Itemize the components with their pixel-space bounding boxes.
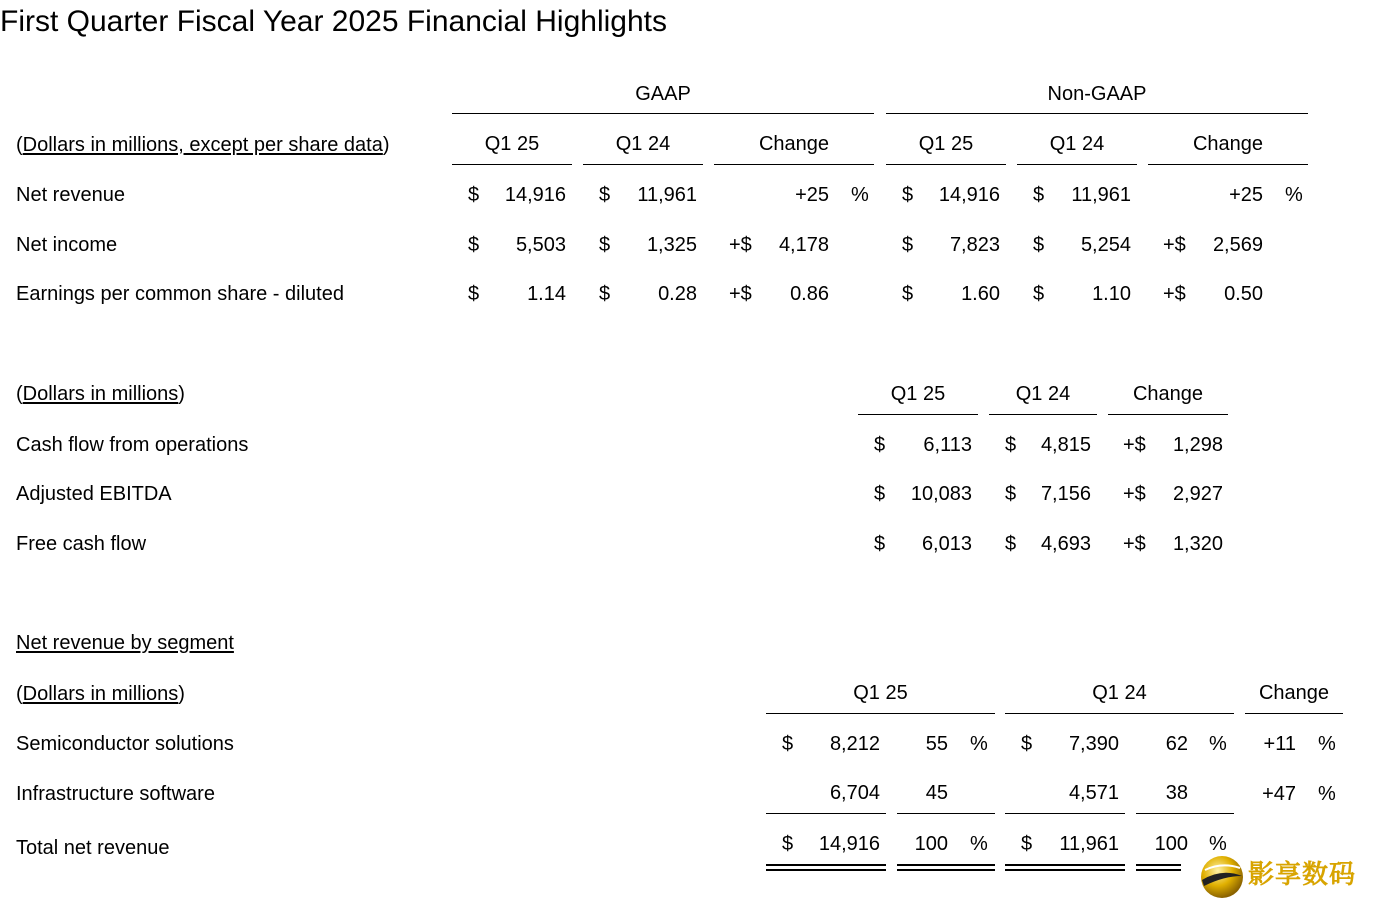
currency-symbol: $	[1021, 833, 1033, 855]
paren-open: (	[16, 134, 23, 156]
percent-symbol: %	[1209, 733, 1227, 755]
cell-value: +47	[1262, 783, 1296, 805]
total-double-rule	[766, 864, 886, 866]
cell-value: 1.60	[961, 283, 1000, 305]
percent-symbol: %	[1318, 733, 1336, 755]
plus-dollar-symbol: +$	[1123, 533, 1146, 555]
currency-symbol: $	[599, 283, 611, 305]
non-gaap-group-header: Non-GAAP	[1047, 83, 1147, 105]
watermark-logo	[1198, 850, 1368, 900]
cell-value: 1.10	[1092, 283, 1131, 305]
subtotal-rule	[1005, 813, 1125, 814]
col-rule	[583, 164, 703, 165]
subtotal-rule	[1136, 813, 1234, 814]
cell-value: 4,178	[778, 234, 829, 256]
cell-value: 0.28	[658, 283, 697, 305]
table1-row-header	[16, 133, 390, 157]
row-label: Infrastructure software	[16, 783, 215, 805]
cell-value: 5,503	[515, 234, 566, 256]
cell-value: 4,571	[1068, 782, 1119, 804]
percent-symbol: %	[1285, 184, 1303, 206]
total-double-rule	[1005, 864, 1125, 866]
total-double-rule	[766, 869, 886, 871]
cell-value: 7,390	[1068, 733, 1119, 755]
cell-value: 11,961	[1059, 833, 1119, 855]
col-q124: Q1 24	[1092, 682, 1147, 704]
cell-value: 14,916	[938, 184, 1000, 206]
cell-value: 100	[1154, 833, 1188, 855]
row-label: Earnings per common share - diluted	[16, 283, 344, 305]
col-rule	[1005, 713, 1234, 714]
non-gaap-col-q124: Q1 24	[1049, 133, 1105, 155]
currency-symbol: $	[468, 283, 480, 305]
gaap-col-change: Change	[758, 133, 830, 155]
subtotal-rule	[766, 813, 886, 814]
cell-value: 6,113	[923, 434, 972, 456]
cell-value: 4,693	[1040, 533, 1091, 555]
currency-symbol: $	[468, 234, 480, 256]
cell-value: 4,815	[1040, 434, 1091, 456]
total-double-rule	[897, 864, 995, 866]
total-double-rule	[1005, 869, 1125, 871]
col-rule	[1017, 164, 1137, 165]
logo-text: 影享数码	[1248, 860, 1357, 890]
currency-symbol: $	[902, 184, 914, 206]
row-label: Net revenue	[16, 184, 125, 206]
percent-symbol: %	[851, 184, 869, 206]
plus-dollar-symbol: +$	[1163, 283, 1186, 305]
cell-value: 7,823	[949, 234, 1000, 256]
total-double-rule	[1136, 869, 1181, 871]
subtotal-rule	[897, 813, 995, 814]
non-gaap-group-rule	[886, 113, 1308, 114]
cell-value: 1.14	[527, 283, 566, 305]
col-q125: Q1 25	[853, 682, 908, 704]
col-change: Change	[1258, 682, 1330, 704]
cell-value: 38	[1165, 782, 1188, 804]
col-rule	[886, 164, 1006, 165]
currency-symbol: $	[874, 483, 886, 505]
cell-value: +11	[1263, 733, 1296, 755]
section-title: Net revenue by segment	[16, 632, 234, 654]
currency-symbol: $	[782, 733, 794, 755]
paren-close: )	[382, 134, 390, 156]
cell-value: 11,961	[637, 184, 697, 206]
currency-symbol: $	[1005, 533, 1017, 555]
cell-value: 10,083	[910, 483, 972, 505]
currency-symbol: $	[902, 234, 914, 256]
currency-symbol: $	[874, 533, 886, 555]
table2-row-header	[16, 382, 185, 406]
cell-value: 1,325	[646, 234, 697, 256]
cell-value: 55	[925, 733, 948, 755]
paren-close: )	[178, 383, 185, 405]
percent-symbol: %	[1209, 833, 1227, 855]
paren-close: )	[178, 683, 185, 705]
currency-symbol: $	[902, 283, 914, 305]
col-q125: Q1 25	[890, 383, 946, 405]
plus-dollar-symbol: +$	[1163, 234, 1186, 256]
currency-symbol: $	[1033, 184, 1045, 206]
percent-symbol: %	[970, 733, 988, 755]
col-change: Change	[1132, 383, 1204, 405]
row-label: Cash flow from operations	[16, 434, 249, 456]
cell-value: +25	[1229, 184, 1263, 206]
col-rule	[989, 414, 1097, 415]
cell-value: +25	[795, 184, 829, 206]
table3-row-header	[16, 682, 185, 706]
currency-symbol: $	[1033, 283, 1045, 305]
non-gaap-col-change: Change	[1192, 133, 1264, 155]
cell-value: 8,212	[829, 733, 880, 755]
row-label: Free cash flow	[16, 533, 147, 555]
col-rule	[858, 414, 978, 415]
page-title: First Quarter Fiscal Year 2025 Financial Highlights	[0, 5, 667, 38]
plus-dollar-symbol: +$	[729, 283, 752, 305]
table1-row-header-text: Dollars in millions, except per share data	[22, 134, 383, 156]
total-double-rule	[897, 869, 995, 871]
table2-row-header-text: Dollars in millions	[22, 383, 179, 405]
paren-open: (	[16, 683, 23, 705]
gaap-col-q124: Q1 24	[615, 133, 671, 155]
col-rule	[1108, 414, 1228, 415]
cell-value: 0.86	[790, 283, 829, 305]
currency-symbol: $	[599, 234, 611, 256]
cell-value: 6,704	[829, 782, 880, 804]
plus-dollar-symbol: +$	[1123, 434, 1146, 456]
row-label: Net income	[16, 234, 118, 256]
currency-symbol: $	[468, 184, 480, 206]
cell-value: 1,320	[1172, 533, 1223, 555]
cell-value: 14,916	[818, 833, 880, 855]
plus-dollar-symbol: +$	[729, 234, 752, 256]
currency-symbol: $	[874, 434, 886, 456]
cell-value: 100	[914, 833, 948, 855]
cell-value: 2,927	[1172, 483, 1223, 505]
cell-value: 11,961	[1071, 184, 1131, 206]
cell-value: 62	[1165, 733, 1188, 755]
col-rule	[452, 164, 572, 165]
currency-symbol: $	[1021, 733, 1033, 755]
cell-value: 14,916	[504, 184, 566, 206]
plus-dollar-symbol: +$	[1123, 483, 1146, 505]
cell-value: 5,254	[1080, 234, 1131, 256]
table3-row-header-text: Dollars in millions	[22, 683, 179, 705]
col-rule	[714, 164, 874, 165]
currency-symbol: $	[599, 184, 611, 206]
row-label: Semiconductor solutions	[16, 733, 234, 755]
currency-symbol: $	[1005, 483, 1017, 505]
cell-value: 2,569	[1212, 234, 1263, 256]
cell-value: 6,013	[921, 533, 972, 555]
total-double-rule	[1136, 864, 1181, 866]
col-q124: Q1 24	[1015, 383, 1071, 405]
currency-symbol: $	[782, 833, 794, 855]
paren-open: (	[16, 383, 23, 405]
currency-symbol: $	[1033, 234, 1045, 256]
row-label: Total net revenue	[16, 837, 170, 859]
col-rule	[1245, 713, 1343, 714]
percent-symbol: %	[970, 833, 988, 855]
non-gaap-col-q125: Q1 25	[918, 133, 974, 155]
row-label: Adjusted EBITDA	[16, 483, 172, 505]
gaap-col-q125: Q1 25	[484, 133, 540, 155]
gaap-group-rule	[452, 113, 874, 114]
cell-value: 7,156	[1040, 483, 1091, 505]
percent-symbol: %	[1318, 783, 1336, 805]
cell-value: 0.50	[1224, 283, 1263, 305]
col-rule	[766, 713, 995, 714]
currency-symbol: $	[1005, 434, 1017, 456]
col-rule	[1148, 164, 1308, 165]
cell-value: 1,298	[1172, 434, 1223, 456]
gaap-group-header: GAAP	[635, 83, 691, 105]
cell-value: 45	[925, 782, 948, 804]
